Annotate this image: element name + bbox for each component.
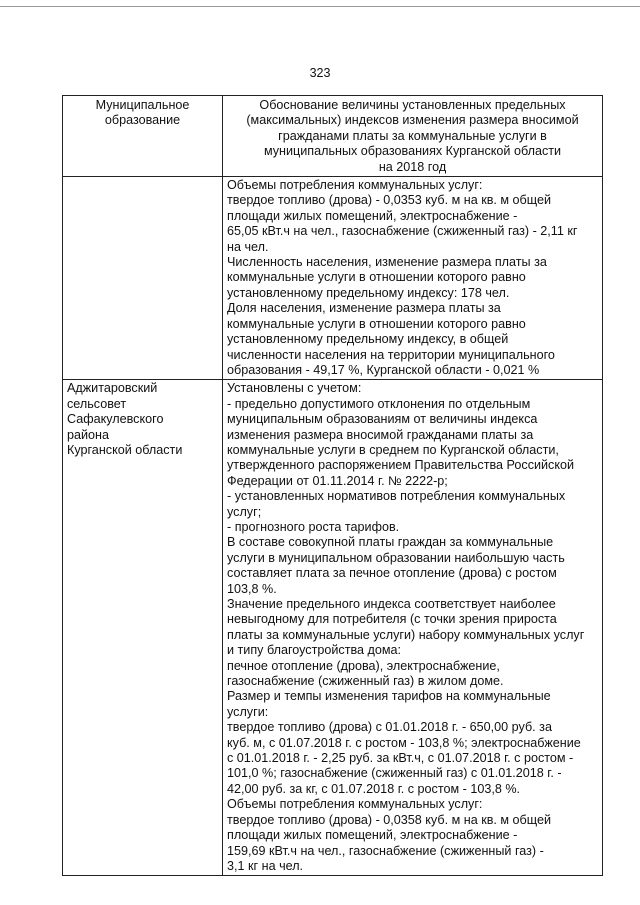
- text-line: Федерации от 01.11.2014 г. № 2222-р;: [227, 473, 448, 488]
- text-line: 3,1 кг на чел.: [227, 858, 304, 873]
- tariff-table: [62, 95, 603, 876]
- table-row: [63, 177, 603, 380]
- header-justification: [223, 96, 603, 177]
- header-municipality: [63, 96, 223, 177]
- text-line: газоснабжение (сжиженный газ) в жилом доме.: [227, 674, 504, 689]
- header-text: муниципальных образованиях Курганской области: [263, 144, 562, 159]
- row1-justification: [223, 177, 603, 380]
- text-line: услуги:: [227, 704, 269, 719]
- text-line: изменения размера вносимой гражданами платы за: [227, 427, 534, 442]
- text-line: сельсовет: [67, 396, 127, 411]
- text-line: Сафакулевского: [67, 412, 164, 427]
- top-rule: [0, 6, 640, 7]
- text-line: куб. м, с 01.07.2018 г. с ростом - 103,8 %; электроснабжение: [227, 735, 581, 750]
- text-line: и типу благоустройства дома:: [227, 643, 402, 658]
- table-row: [63, 380, 603, 876]
- text-line: муниципальным образованиям от величины индекса: [227, 412, 538, 427]
- text-line: 159,69 кВт.ч на чел., газоснабжение (сжиженный газ) -: [227, 843, 544, 858]
- text-line: твердое топливо (дрова) - 0,0353 куб. м на кв. м общей: [227, 193, 552, 208]
- header-text: образование: [104, 113, 181, 128]
- text-line: печное отопление (дрова), электроснабжение,: [227, 658, 500, 673]
- text-line: образования - 49,17 %, Курганской области - 0,021 %: [227, 362, 540, 377]
- header-text: (максимальных) индексов изменения размера вносимой: [246, 113, 579, 128]
- table-header-row: [63, 96, 603, 177]
- text-line: площади жилых помещений, электроснабжение -: [227, 828, 518, 843]
- text-line: коммунальные услуги в отношении которого равно: [227, 316, 526, 331]
- text-line: площади жилых помещений, электроснабжение -: [227, 208, 518, 223]
- text-line: Размер и темпы изменения тарифов на коммунальные: [227, 689, 551, 704]
- text-line: - установленных нормативов потребления коммунальных: [227, 489, 566, 504]
- row1-municipality: [63, 177, 223, 380]
- text-line: Значение предельного индекса соответствует наиболее: [227, 597, 556, 611]
- text-line: численности населения на территории муниципального: [227, 347, 555, 362]
- text-line: 65,05 кВт.ч на чел., газоснабжение (сжиженный газ) - 2,11 кг: [227, 224, 578, 239]
- text-line: утвержденного распоряжением Правительства Российской: [227, 458, 575, 473]
- row2-municipality: [63, 380, 223, 876]
- text-line: твердое топливо (дрова) с 01.01.2018 г. - 650,00 руб. за: [227, 720, 552, 735]
- text-line: коммунальные услуги в отношении которого равно: [227, 270, 526, 285]
- page-number: 323: [309, 66, 331, 80]
- text-line: Курганской области: [67, 442, 183, 457]
- text-line: услуги в муниципальном образовании наибольшую часть: [227, 550, 565, 565]
- text-line: составляет плата за печное отопление (дрова) с ростом: [227, 566, 557, 581]
- text-line: Объемы потребления коммунальных услуг:: [227, 178, 483, 193]
- header-text: на 2018 год: [378, 159, 447, 174]
- text-line: установленному предельному индексу, в общей: [227, 332, 509, 347]
- text-line: района: [67, 427, 110, 442]
- text-line: В составе совокупной платы граждан за коммунальные: [227, 535, 554, 550]
- text-line: услуг;: [227, 504, 262, 519]
- text-line: 42,00 руб. за кг, с 01.07.2018 г. с ростом - 103,8 %.: [227, 781, 521, 796]
- text-line: коммунальные услуги в среднем по Курганской области,: [227, 442, 559, 457]
- text-line: Аджитаровский: [67, 381, 158, 396]
- text-line: Установлены с учетом:: [227, 381, 362, 396]
- text-line: - предельно допустимого отклонения по отдельным: [227, 396, 531, 411]
- text-line: Объемы потребления коммунальных услуг:: [227, 797, 483, 812]
- text-line: платы за коммунальные услуги) набору коммунальных услуг: [227, 627, 585, 642]
- text-line: установленному предельному индексу: 178 чел.: [227, 285, 510, 300]
- text-line: 103,8 %.: [227, 581, 277, 596]
- row2-justification: [223, 380, 603, 876]
- text-line: Численность населения, изменение размера платы за: [227, 255, 547, 270]
- text-line: с 01.01.2018 г. - 2,25 руб. за кВт.ч, с 01.07.2018 г. с ростом -: [227, 751, 574, 766]
- text-line: на чел.: [227, 239, 269, 254]
- text-line: невыгодному для потребителя (с точки зрения прироста: [227, 612, 557, 627]
- text-line: Доля населения, изменение размера платы за: [227, 301, 501, 316]
- text-line: - прогнозного роста тарифов.: [227, 519, 400, 534]
- text-line: твердое топливо (дрова) - 0,0358 куб. м на кв. м общей: [227, 812, 552, 827]
- header-text: гражданами платы за коммунальные услуги в: [278, 128, 547, 143]
- text-line: 101,0 %; газоснабжение (сжиженный газ) с 01.01.2018 г. -: [227, 766, 562, 781]
- header-text: Муниципальное: [95, 98, 190, 112]
- header-text: Обоснование величины установленных предельных: [259, 98, 566, 112]
